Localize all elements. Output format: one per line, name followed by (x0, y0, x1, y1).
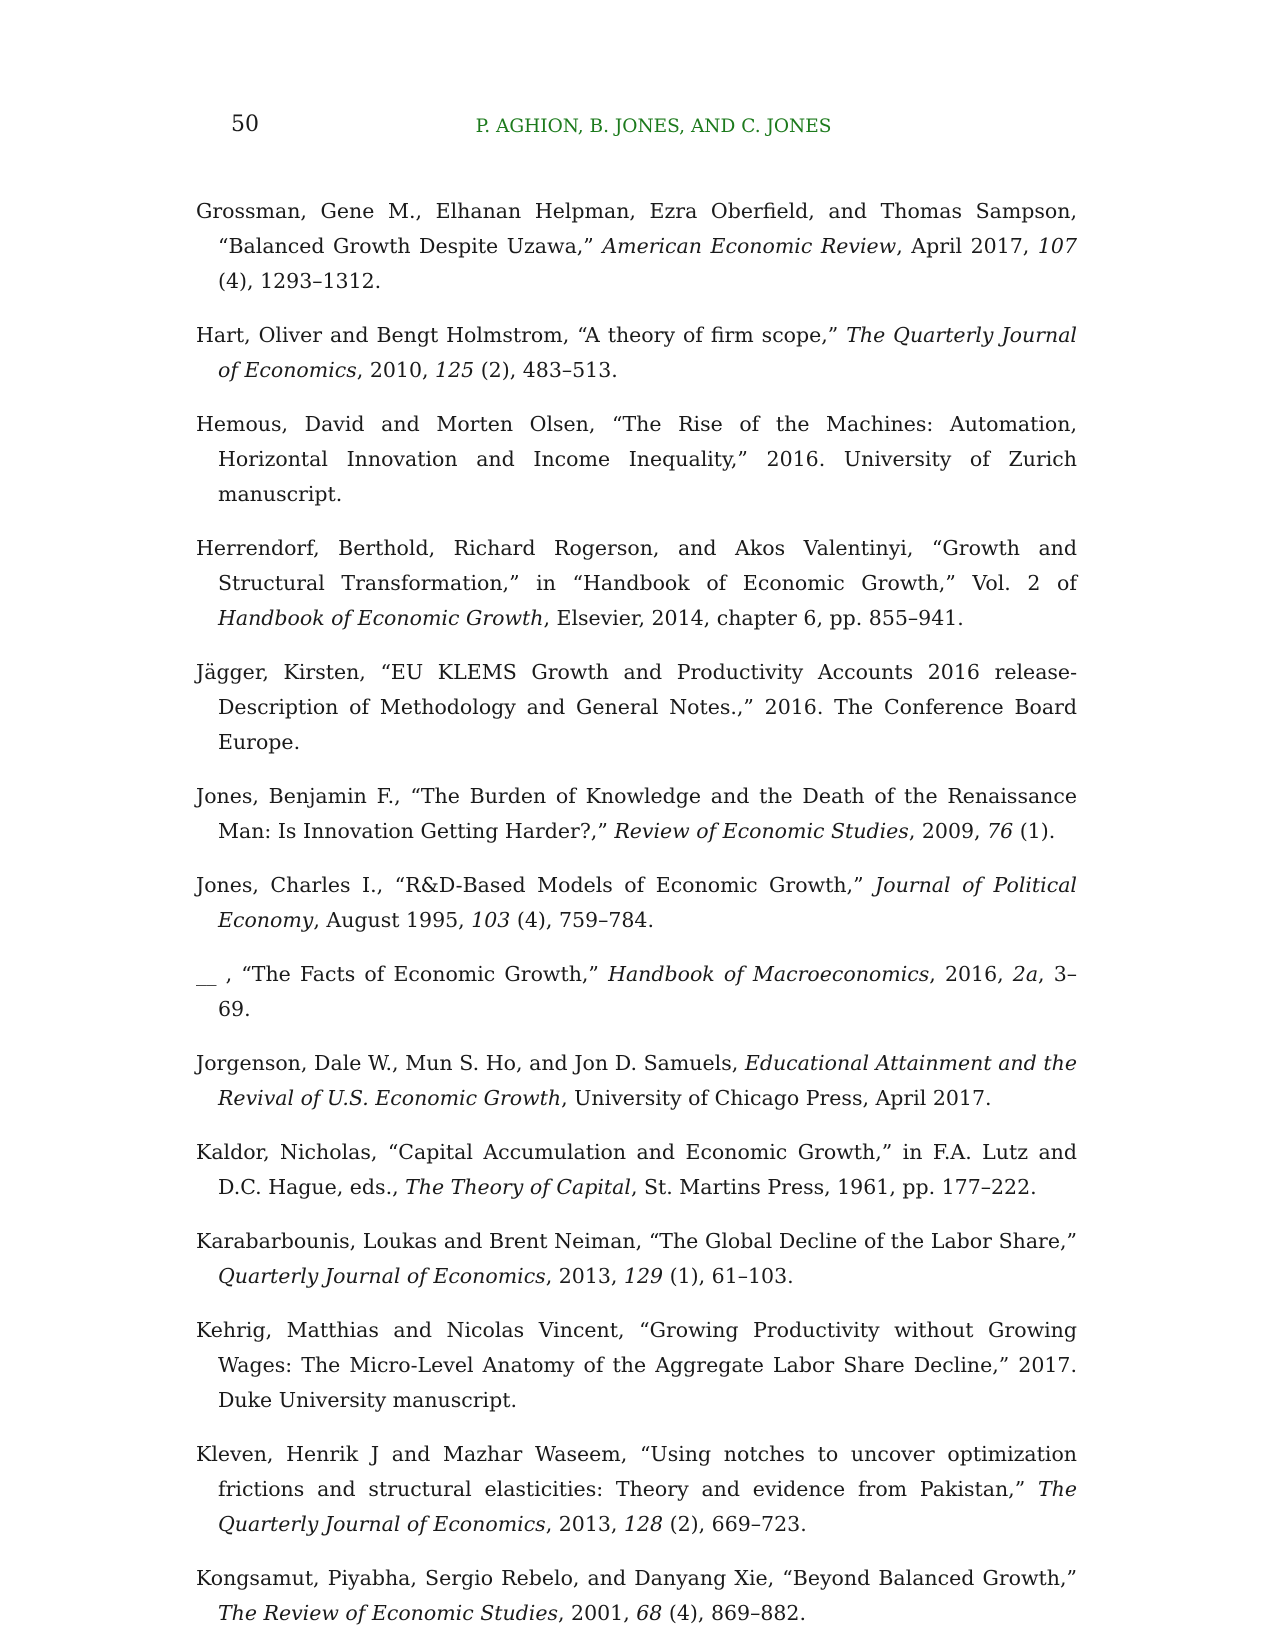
ref-volume: 76 (987, 819, 1014, 843)
reference-entry (196, 194, 1077, 299)
running-head: P. AGHION, B. JONES, AND C. JONES (475, 116, 832, 137)
ref-text: (1). (1013, 819, 1056, 843)
reference-entry (196, 655, 1077, 760)
ref-text: , April 2017, (896, 234, 1038, 258)
page-number: 50 (231, 112, 259, 137)
ref-venue: Handbook of Macroeconomics (608, 962, 930, 986)
ref-volume: 68 (636, 1601, 663, 1625)
reference-entry (196, 1135, 1077, 1205)
ref-text: , 2016, (929, 962, 1013, 986)
ref-venue: The Theory of Capital (405, 1175, 631, 1199)
ref-text: Jorgenson, Dale W., Mun S. Ho, and Jon D. Samuels, (196, 1051, 745, 1075)
ref-venue: Educational Attainment and the Revival of U.S. Economic Growth (218, 1051, 1077, 1110)
ref-venue: Quarterly Journal of Economics (218, 1264, 546, 1288)
ref-text: Jägger, Kirsten, “EU KLEMS Growth and Productivity Accounts 2016 release-Description of Methodology and General Notes.,” 2016. The Conference Board Europe. (196, 660, 1077, 754)
ref-text: (4), 869–882. (662, 1601, 806, 1625)
reference-entry (196, 1561, 1077, 1631)
ref-volume: 129 (623, 1264, 664, 1288)
ref-volume: 128 (623, 1512, 664, 1536)
ref-text: , 2009, (908, 819, 988, 843)
ref-text: Jones, Charles I., “R&D-Based Models of Economic Growth,” (196, 873, 876, 897)
ref-text: , University of Chicago Press, April 2017. (561, 1086, 992, 1110)
ref-text: Hart, Oliver and Bengt Holmstrom, “A theory of firm scope,” (196, 323, 847, 347)
ref-text: (2), 483–513. (474, 358, 618, 382)
ref-text: , Elsevier, 2014, chapter 6, pp. 855–941. (543, 606, 964, 630)
ref-text: Hemous, David and Morten Olsen, “The Rise of the Machines: Automation, Horizontal Innovation and Income Inequality,” 2016. University of Zurich manuscript. (196, 412, 1077, 506)
ref-venue: American Economic Review (602, 234, 897, 258)
ref-text: __ , “The Facts of Economic Growth,” (196, 962, 609, 986)
reference-entry (196, 1313, 1077, 1418)
reference-entry (196, 1046, 1077, 1116)
ref-text: Herrendorf, Berthold, Richard Rogerson, and Akos Valentinyi, “Growth and Structural Transformation,” in “Handbook of Economic Growth,” Vol. 2 of (196, 536, 1077, 595)
ref-text: Kehrig, Matthias and Nicolas Vincent, “Growing Productivity without Growing Wages: The Micro-Level Anatomy of the Aggregate Labor Share Decline,” 2017. Duke University manuscript. (196, 1318, 1077, 1412)
reference-entry (196, 779, 1077, 849)
ref-volume: 125 (435, 358, 475, 382)
ref-venue: Journal of Political Economy (218, 873, 1077, 932)
reference-entry (196, 318, 1077, 388)
ref-text: , 2013, (545, 1264, 624, 1288)
reference-entry (196, 1224, 1077, 1294)
ref-text: Karabarbounis, Loukas and Brent Neiman, “The Global Decline of the Labor Share,” (196, 1229, 1077, 1253)
ref-text: , 2010, (356, 358, 436, 382)
ref-venue: The Quarterly Journal of Economics (218, 1477, 1077, 1536)
reference-entry (196, 531, 1077, 636)
ref-text: , 2001, (558, 1601, 637, 1625)
ref-text: (1), 61–103. (663, 1264, 794, 1288)
ref-text: Kongsamut, Piyabha, Sergio Rebelo, and Danyang Xie, “Beyond Balanced Growth,” (196, 1566, 1077, 1590)
ref-text: (2), 669–723. (663, 1512, 807, 1536)
reference-entry (196, 868, 1077, 938)
ref-volume: 2a (1012, 962, 1039, 986)
ref-volume: 103 (471, 908, 511, 932)
ref-text: Jones, Benjamin F., “The Burden of Knowledge and the Death of the Renaissance Man: Is Innovation Getting Harder?,” (196, 784, 1077, 843)
ref-text: (4), 1293–1312. (218, 269, 382, 293)
ref-venue: The Review of Economic Studies (218, 1601, 559, 1625)
ref-volume: 107 (1037, 234, 1077, 258)
ref-text: , 2013, (545, 1512, 624, 1536)
ref-text: Kleven, Henrik J and Mazhar Waseem, “Using notches to uncover optimization frictions and structural elasticities: Theory and evidence from Pakistan,” (196, 1442, 1077, 1501)
reference-list (196, 194, 1077, 1650)
ref-text: Kaldor, Nicholas, “Capital Accumulation and Economic Growth,” in F.A. Lutz and D.C. Hague, eds., (196, 1140, 1077, 1199)
ref-text: , 3–69. (218, 962, 1078, 1021)
ref-text: , August 1995, (313, 908, 472, 932)
ref-venue: Review of Economic Studies (614, 819, 909, 843)
ref-venue: The Quarterly Journal of Economics (218, 323, 1077, 382)
reference-entry (196, 957, 1077, 1027)
ref-text: Grossman, Gene M., Elhanan Helpman, Ezra Oberfield, and Thomas Sampson, “Balanced Growth Despite Uzawa,” (196, 199, 1077, 258)
ref-text: , St. Martins Press, 1961, pp. 177–222. (630, 1175, 1037, 1199)
ref-text: (4), 759–784. (510, 908, 654, 932)
reference-entry (196, 1437, 1077, 1542)
reference-entry (196, 407, 1077, 512)
ref-venue: Handbook of Economic Growth (218, 606, 544, 630)
